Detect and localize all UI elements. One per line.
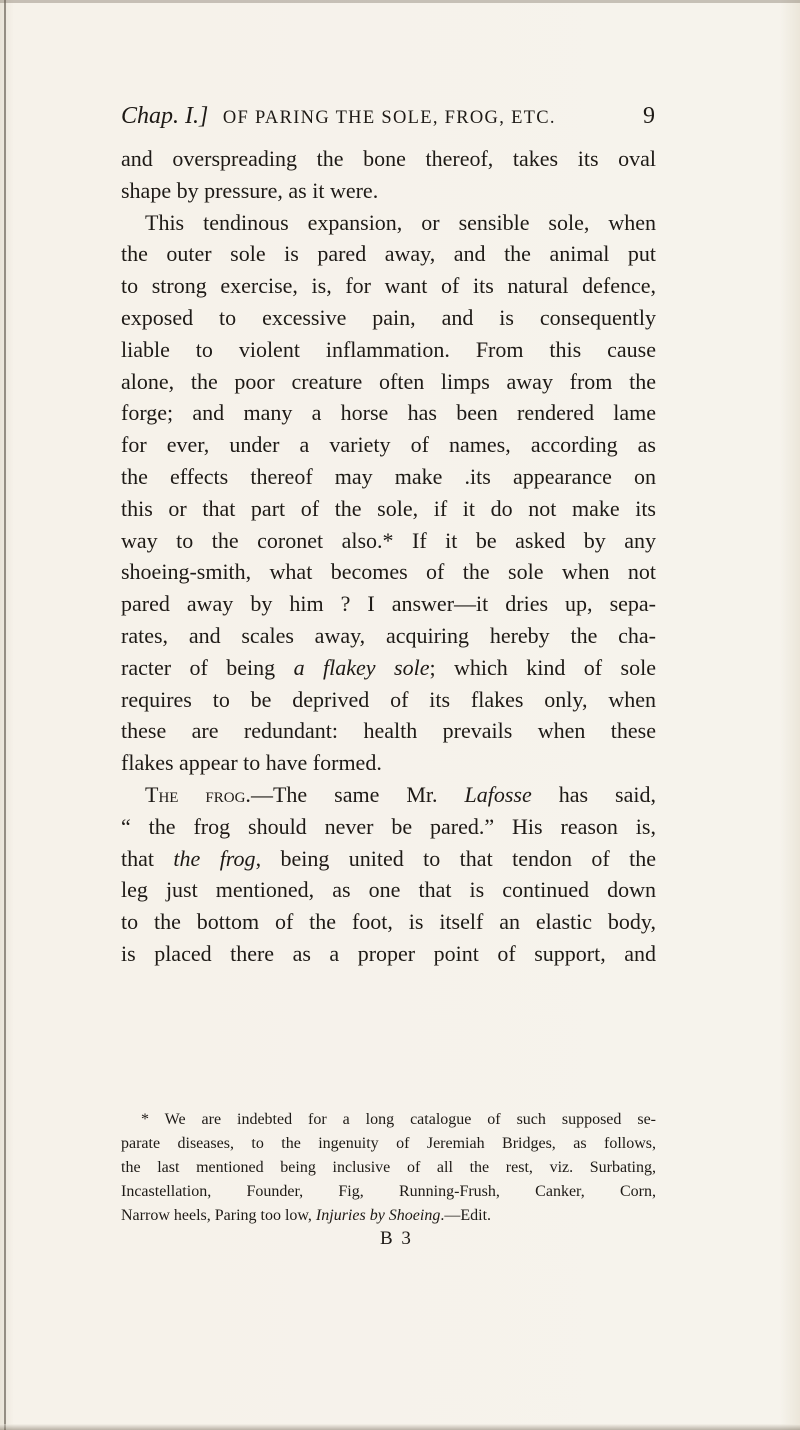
text-line: shape by pressure, as it were. <box>121 177 379 203</box>
text-line: and overspreading the bone thereof, takes its oval <box>121 146 656 171</box>
text-line: flakes appear to have formed. <box>121 750 382 776</box>
page-number: 9 <box>643 103 656 129</box>
text-line: is placed there as a proper point of support, and <box>121 940 656 966</box>
text-line: alone, the poor creature often limps away from the <box>121 368 656 394</box>
signature-mark: B 3 <box>380 1228 413 1249</box>
text-line: pared away by him ? I answer—it dries up, sepa- <box>121 591 656 617</box>
main-text <box>121 143 656 970</box>
text-line: way to the coronet also.* If it be asked by any <box>121 527 656 553</box>
text-line: liable to violent inflammation. From this cause <box>121 336 656 362</box>
text-line: for ever, under a variety of names, according as <box>121 432 656 458</box>
footnote-line: * We are indebted for a long catalogue of such supposed se- <box>141 1111 656 1128</box>
italic-title: Injuries by Shoeing <box>315 1207 441 1224</box>
running-title: OF PARING THE SOLE, FROG, ETC. <box>222 108 556 128</box>
text-line: leg just mentioned, as one that is continued down <box>121 877 656 903</box>
italic-term: a flakey sole <box>293 654 430 680</box>
text-line: the effects thereof may make .its appearance on <box>121 463 656 489</box>
section-heading-line: The frog.—The same Mr. Lafosse has said, <box>145 781 656 807</box>
text-line: these are redundant: health prevails when these <box>121 718 656 744</box>
text-line: forge; and many a horse has been rendered lame <box>121 400 656 426</box>
page-edge-top <box>0 0 800 3</box>
page-edge-bottom <box>0 1424 800 1430</box>
italic-name: Lafosse <box>464 781 532 807</box>
text-line: racter of being a flakey sole; which kind of sole <box>121 654 657 680</box>
running-head <box>121 103 656 137</box>
text-line: to the bottom of the foot, is itself an elastic body, <box>121 909 656 935</box>
footnote-line: Narrow heels, Paring too low, Injuries by Shoeing.—Edit. <box>121 1207 492 1224</box>
text-line: this or that part of the sole, if it do not make its <box>121 495 656 521</box>
text-line: rates, and scales away, acquiring hereby the cha- <box>121 622 656 648</box>
footnote-line: the last mentioned being inclusive of all the rest, viz. Surbating, <box>121 1159 656 1176</box>
text-line: requires to be deprived of its flakes only, when <box>121 686 656 712</box>
text-line: to strong exercise, is, for want of its natural defence, <box>121 273 656 299</box>
text-line: exposed to excessive pain, and is consequently <box>121 304 656 330</box>
section-heading: The frog. <box>145 781 251 807</box>
footnote-line: Incastellation, Founder, Fig, Running-Frush, Canker, Corn, <box>121 1183 656 1200</box>
text-line: the outer sole is pared away, and the animal put <box>121 241 656 267</box>
italic-term: the frog <box>173 845 256 871</box>
text-line: This tendinous expansion, or sensible sole, when <box>145 209 656 235</box>
text-line: that the frog, being united to that tendon of the <box>121 845 656 871</box>
text-line: “ the frog should never be pared.” His reason is, <box>121 813 656 839</box>
chapter-reference: Chap. I.] <box>121 103 209 129</box>
text-line: shoeing-smith, what becomes of the sole when not <box>121 559 656 585</box>
footnote <box>121 1108 656 1228</box>
footnote-line: parate diseases, to the ingenuity of Jeremiah Bridges, as follows, <box>121 1135 656 1152</box>
page-edge-left <box>4 0 6 1430</box>
